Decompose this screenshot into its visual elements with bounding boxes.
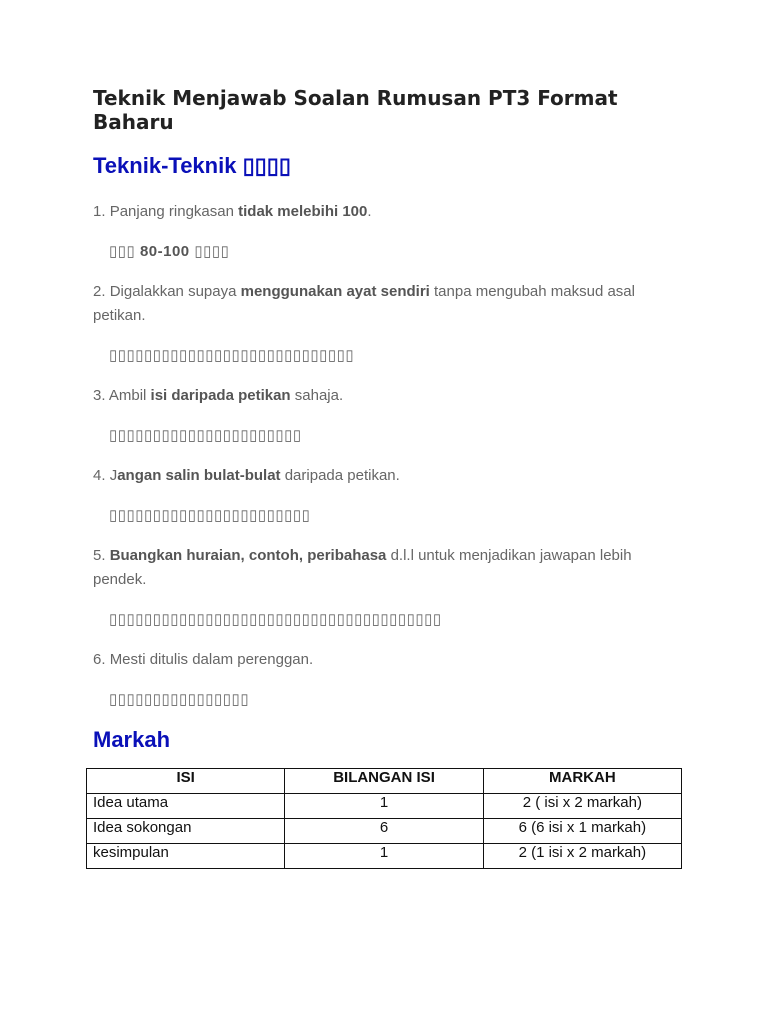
table-header-markah: MARKAH [483, 769, 681, 794]
document-page [93, 86, 683, 753]
table-cell-isi: Idea utama [87, 794, 285, 819]
translation-6: ▯▯▯▯▯▯▯▯▯▯▯▯▯▯▯▯ [109, 691, 250, 708]
document-title: Teknik Menjawab Soalan Rumusan PT3 Format Baharu [93, 86, 618, 134]
list-item-1: 1. Panjang ringkasan tidak melebihi 100. [93, 203, 372, 220]
list-item-6: 6. Mesti ditulis dalam perenggan. [93, 651, 314, 668]
table-cell-markah: 2 (1 isi x 2 markah) [483, 844, 681, 869]
table-row [87, 794, 682, 819]
table-cell-isi: Idea sokongan [87, 819, 285, 844]
translation-3: ▯▯▯▯▯▯▯▯▯▯▯▯▯▯▯▯▯▯▯▯▯▯ [109, 427, 302, 444]
table-cell-bilangan: 1 [285, 844, 483, 869]
table-header-bilangan-isi: BILANGAN ISI [285, 769, 483, 794]
section-heading-teknik: Teknik-Teknik ▯▯▯▯ [93, 153, 291, 178]
translation-2: ▯▯▯▯▯▯▯▯▯▯▯▯▯▯▯▯▯▯▯▯▯▯▯▯▯▯▯▯ [109, 347, 355, 364]
translation-5: ▯▯▯▯▯▯▯▯▯▯▯▯▯▯▯▯▯▯▯▯▯▯▯▯▯▯▯▯▯▯▯▯▯▯▯▯▯▯ [109, 611, 442, 628]
list-item-2: 2. Digalakkan supaya menggunakan ayat sendiri tanpa mengubah maksud asal petikan. [93, 283, 635, 324]
list-item-4: 4. Jangan salin bulat-bulat daripada petikan. [93, 467, 400, 484]
table-header-isi: ISI [87, 769, 285, 794]
translation-1: ▯▯▯ 80-100 ▯▯▯▯ [109, 243, 230, 260]
translation-4: ▯▯▯▯▯▯▯▯▯▯▯▯▯▯▯▯▯▯▯▯▯▯▯ [109, 507, 311, 524]
table-cell-markah: 6 (6 isi x 1 markah) [483, 819, 681, 844]
table-cell-markah: 2 ( isi x 2 markah) [483, 794, 681, 819]
table-header-row [87, 769, 682, 794]
table-row [87, 819, 682, 844]
table-row [87, 844, 682, 869]
list-item-3: 3. Ambil isi daripada petikan sahaja. [93, 387, 344, 404]
table-cell-isi: kesimpulan [87, 844, 285, 869]
table-cell-bilangan: 6 [285, 819, 483, 844]
section-heading-markah: Markah [93, 727, 171, 752]
list-item-5: 5. Buangkan huraian, contoh, peribahasa d.l.l untuk menjadikan jawapan lebih pendek. [93, 547, 632, 588]
markah-table [86, 768, 682, 869]
table-cell-bilangan: 1 [285, 794, 483, 819]
